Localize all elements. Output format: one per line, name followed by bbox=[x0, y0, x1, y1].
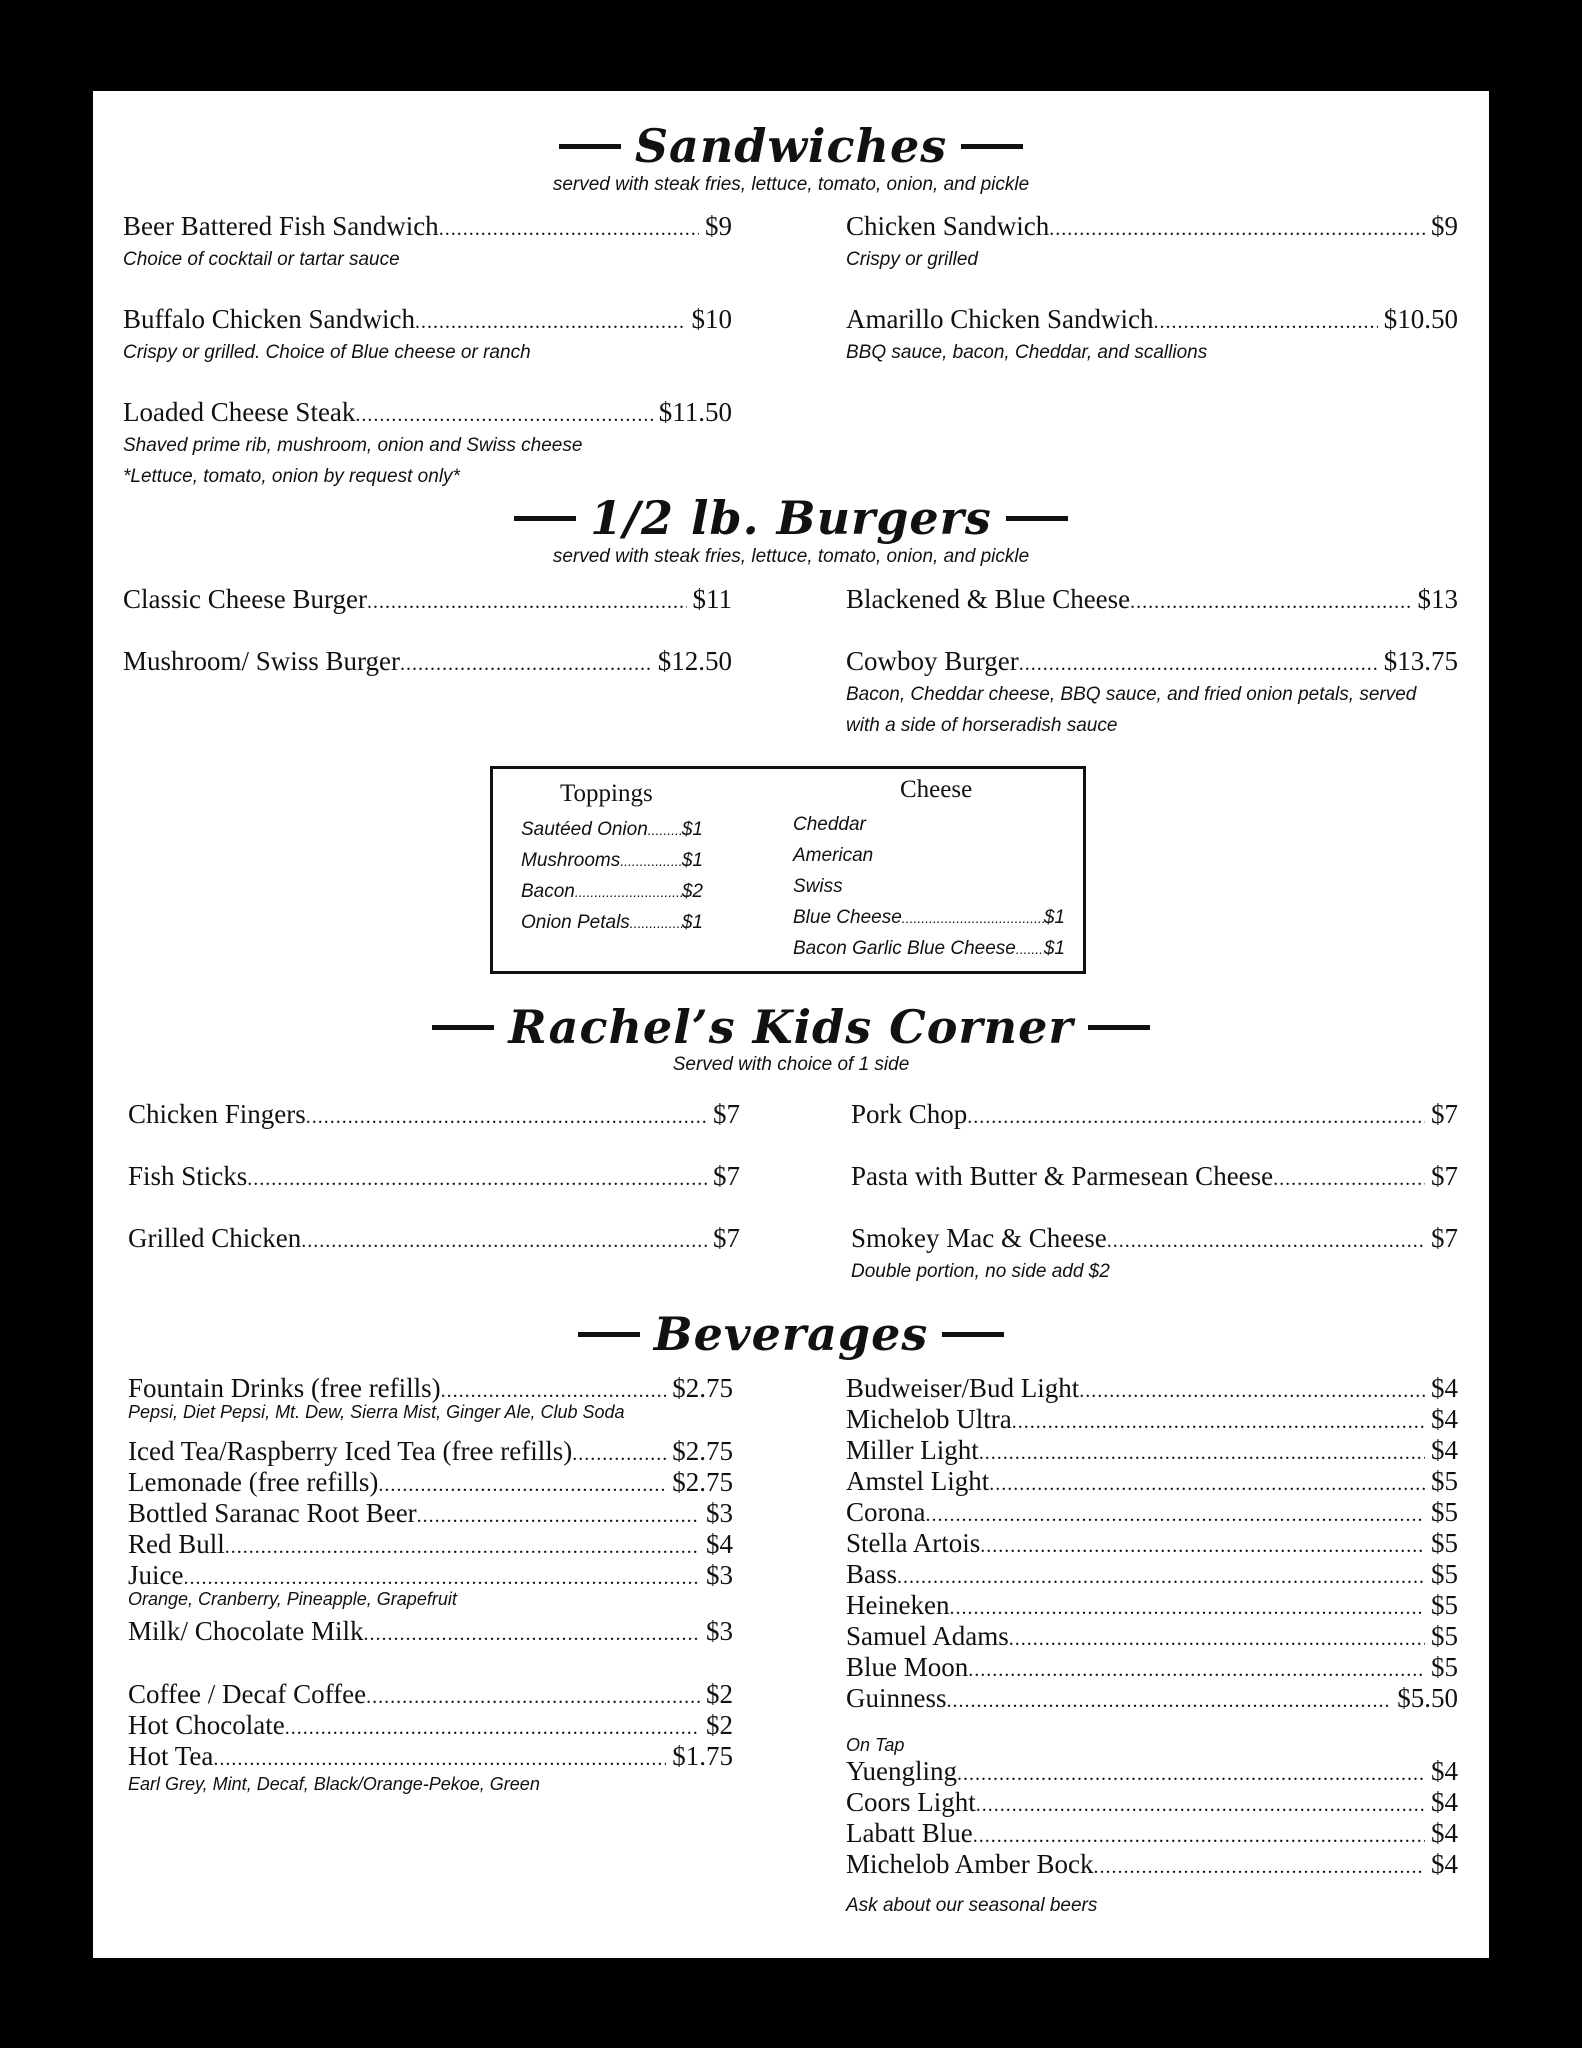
leader-dots bbox=[364, 1619, 701, 1650]
cheese-heading: Cheese bbox=[900, 776, 973, 803]
burgers-subtitle: served with steak fries, lettuce, tomato, onion, and pickle bbox=[552, 546, 1030, 567]
menu-item bbox=[851, 1159, 1458, 1196]
item-price: $4 bbox=[1431, 1756, 1458, 1786]
cheese-item bbox=[793, 875, 843, 899]
sandwiches-subtitle: served with steak fries, lettuce, tomato, onion, and pickle bbox=[552, 174, 1030, 195]
item-name: Swiss bbox=[793, 876, 843, 897]
item-price: $10.50 bbox=[1383, 304, 1458, 334]
item-price: $1 bbox=[1043, 907, 1065, 928]
item-name: Blue Moon bbox=[846, 1652, 969, 1682]
item-price: $9 bbox=[705, 211, 732, 241]
item-description: Orange, Cranberry, Pineapple, Grapefruit bbox=[128, 1589, 457, 1609]
item-price: $1 bbox=[681, 912, 703, 933]
item-name: Michelob Ultra bbox=[846, 1404, 1012, 1434]
leader-dots bbox=[949, 1593, 1425, 1624]
leader-dots bbox=[400, 647, 652, 681]
menu-item bbox=[846, 644, 1458, 681]
menu-item bbox=[128, 1436, 733, 1470]
item-name: Hot Chocolate bbox=[128, 1710, 285, 1740]
leader-dots bbox=[630, 911, 682, 935]
header-rule-left bbox=[432, 1025, 494, 1030]
section-title: 1/2 lb. Burgers bbox=[590, 491, 992, 545]
menu-item bbox=[846, 1621, 1458, 1655]
leader-dots bbox=[902, 906, 1044, 930]
item-name: Chicken Sandwich bbox=[846, 211, 1050, 241]
item-description: with a side of horseradish sauce bbox=[846, 715, 1118, 736]
kids-subtitle: Served with choice of 1 side bbox=[672, 1054, 910, 1075]
leader-dots bbox=[980, 1531, 1425, 1562]
item-price: $5 bbox=[1431, 1466, 1458, 1496]
leader-dots bbox=[415, 305, 686, 339]
menu-item bbox=[846, 1787, 1458, 1821]
item-name: Samuel Adams bbox=[846, 1621, 1009, 1651]
item-price: $5 bbox=[1431, 1497, 1458, 1527]
item-name: Milk/ Chocolate Milk bbox=[128, 1616, 364, 1646]
leader-dots bbox=[378, 1470, 666, 1501]
item-price: $4 bbox=[1431, 1435, 1458, 1465]
cheese-item bbox=[793, 813, 866, 837]
item-name: Bass bbox=[846, 1559, 898, 1589]
item-name: Bacon bbox=[521, 881, 575, 902]
toppings-box bbox=[490, 766, 1086, 974]
item-price: $7 bbox=[713, 1223, 740, 1253]
leader-dots bbox=[1273, 1162, 1425, 1196]
topping-item bbox=[521, 849, 703, 873]
leader-dots bbox=[225, 1532, 700, 1563]
item-price: $7 bbox=[713, 1161, 740, 1191]
item-price: $5.50 bbox=[1397, 1683, 1458, 1713]
item-price: $2 bbox=[706, 1710, 733, 1740]
menu-item bbox=[846, 1683, 1458, 1717]
menu-item bbox=[128, 1616, 733, 1650]
item-description: Shaved prime rib, mushroom, onion and Swiss cheese bbox=[123, 435, 583, 456]
leader-dots bbox=[1016, 937, 1044, 961]
menu-page bbox=[93, 91, 1489, 1958]
topping-item bbox=[521, 880, 703, 904]
item-name: Cheddar bbox=[793, 814, 866, 835]
item-price: $13.75 bbox=[1383, 646, 1458, 676]
leader-dots bbox=[355, 398, 652, 432]
item-price: $11.50 bbox=[658, 397, 732, 427]
topping-item bbox=[521, 911, 703, 935]
item-price: $2.75 bbox=[672, 1467, 733, 1497]
item-price: $7 bbox=[1431, 1099, 1458, 1129]
menu-item bbox=[846, 1528, 1458, 1562]
item-name: Coffee / Decaf Coffee bbox=[128, 1679, 367, 1709]
menu-item bbox=[846, 1404, 1458, 1438]
item-price: $2 bbox=[706, 1679, 733, 1709]
menu-item bbox=[846, 1373, 1458, 1407]
header-rule-left bbox=[578, 1332, 640, 1337]
item-name: Fish Sticks bbox=[128, 1161, 248, 1191]
item-name: Corona bbox=[846, 1497, 926, 1527]
leader-dots bbox=[285, 1713, 700, 1744]
item-price: $11 bbox=[692, 584, 732, 614]
item-description: Bacon, Cheddar cheese, BBQ sauce, and fried onion petals, served bbox=[846, 684, 1417, 705]
item-name: Blue Cheese bbox=[793, 907, 902, 928]
menu-item bbox=[123, 582, 732, 619]
item-name: Chicken Fingers bbox=[128, 1099, 306, 1129]
leader-dots bbox=[648, 818, 682, 842]
menu-item bbox=[128, 1679, 733, 1713]
leader-dots bbox=[979, 1438, 1425, 1469]
menu-item bbox=[123, 644, 732, 681]
sandwiches-header bbox=[93, 117, 1489, 175]
item-price: $4 bbox=[1431, 1849, 1458, 1879]
leader-dots bbox=[367, 585, 687, 619]
item-name: Blackened & Blue Cheese bbox=[846, 584, 1131, 614]
leader-dots bbox=[1130, 585, 1411, 619]
item-price: $4 bbox=[706, 1529, 733, 1559]
leader-dots bbox=[1079, 1376, 1425, 1407]
item-name: Lemonade (free refills) bbox=[128, 1467, 379, 1497]
item-price: $7 bbox=[1431, 1223, 1458, 1253]
item-price: $1.75 bbox=[672, 1741, 733, 1771]
item-name: Mushrooms bbox=[521, 850, 621, 871]
item-name: Yuengling bbox=[846, 1756, 957, 1786]
item-price: $4 bbox=[1431, 1373, 1458, 1403]
menu-item bbox=[846, 1652, 1458, 1686]
item-name: Coors Light bbox=[846, 1787, 976, 1817]
leader-dots bbox=[213, 1744, 666, 1775]
toppings-heading: Toppings bbox=[560, 780, 653, 807]
item-price: $2.75 bbox=[672, 1373, 733, 1403]
menu-item bbox=[851, 1221, 1458, 1258]
item-name: Buffalo Chicken Sandwich bbox=[123, 304, 415, 334]
item-name: Bacon Garlic Blue Cheese bbox=[793, 938, 1016, 959]
cheese-item bbox=[793, 906, 1065, 930]
item-name: Miller Light bbox=[846, 1435, 979, 1465]
item-name: Onion Petals bbox=[521, 912, 630, 933]
menu-item bbox=[128, 1741, 733, 1775]
item-description: Double portion, no side add $2 bbox=[851, 1261, 1110, 1282]
header-rule-right bbox=[1006, 516, 1068, 521]
leader-dots bbox=[1093, 1852, 1425, 1883]
item-name: Budweiser/Bud Light bbox=[846, 1373, 1080, 1403]
item-price: $4 bbox=[1431, 1404, 1458, 1434]
item-price: $3 bbox=[706, 1616, 733, 1646]
item-name: Loaded Cheese Steak bbox=[123, 397, 356, 427]
leader-dots bbox=[247, 1162, 707, 1196]
menu-item bbox=[846, 1590, 1458, 1624]
menu-item bbox=[128, 1498, 733, 1532]
leader-dots bbox=[417, 1501, 700, 1532]
leader-dots bbox=[925, 1500, 1425, 1531]
leader-dots bbox=[976, 1790, 1425, 1821]
item-price: $4 bbox=[1431, 1818, 1458, 1848]
item-name: Amstel Light bbox=[846, 1466, 990, 1496]
leader-dots bbox=[620, 849, 682, 873]
leader-dots bbox=[306, 1100, 707, 1134]
item-description: Crispy or grilled bbox=[846, 249, 978, 270]
item-name: Cowboy Burger bbox=[846, 646, 1019, 676]
item-price: $5 bbox=[1431, 1528, 1458, 1558]
item-name: Classic Cheese Burger bbox=[123, 584, 367, 614]
item-name: Pasta with Butter & Parmesean Cheese bbox=[851, 1161, 1274, 1191]
menu-item bbox=[128, 1710, 733, 1744]
item-price: $1 bbox=[681, 850, 703, 871]
header-rule-right bbox=[1088, 1025, 1150, 1030]
item-name: Grilled Chicken bbox=[128, 1223, 302, 1253]
item-price: $7 bbox=[713, 1099, 740, 1129]
beverages-header bbox=[93, 1305, 1489, 1363]
item-description: Earl Grey, Mint, Decaf, Black/Orange-Pekoe, Green bbox=[128, 1774, 540, 1794]
menu-item bbox=[846, 1818, 1458, 1852]
item-price: $2 bbox=[681, 881, 703, 902]
item-name: Heineken bbox=[846, 1590, 950, 1620]
item-name: Stella Artois bbox=[846, 1528, 981, 1558]
cheese-item bbox=[793, 844, 873, 868]
item-price: $5 bbox=[1431, 1621, 1458, 1651]
leader-dots bbox=[1009, 1624, 1425, 1655]
item-price: $12.50 bbox=[657, 646, 732, 676]
item-name: Red Bull bbox=[128, 1529, 225, 1559]
menu-item bbox=[846, 1497, 1458, 1531]
leader-dots bbox=[1107, 1224, 1425, 1258]
header-rule-left bbox=[514, 516, 576, 521]
burgers-header bbox=[93, 489, 1489, 547]
leader-dots bbox=[575, 880, 682, 904]
item-price: $13 bbox=[1417, 584, 1458, 614]
section-title: Rachel’s Kids Corner bbox=[508, 1000, 1074, 1054]
leader-dots bbox=[947, 1686, 1392, 1717]
item-description: Choice of cocktail or tartar sauce bbox=[123, 249, 400, 270]
leader-dots bbox=[897, 1562, 1425, 1593]
item-name: American bbox=[793, 845, 874, 866]
leader-dots bbox=[1049, 212, 1425, 246]
item-name: Bottled Saranac Root Beer bbox=[128, 1498, 417, 1528]
menu-item bbox=[128, 1221, 740, 1258]
menu-item bbox=[128, 1097, 740, 1134]
item-name: Mushroom/ Swiss Burger bbox=[123, 646, 401, 676]
menu-item bbox=[846, 209, 1458, 246]
item-name: Michelob Amber Bock bbox=[846, 1849, 1094, 1879]
item-description: Crispy or grilled. Choice of Blue cheese or ranch bbox=[123, 342, 531, 363]
leader-dots bbox=[439, 212, 699, 246]
item-name: Labatt Blue bbox=[846, 1818, 973, 1848]
item-price: $2.75 bbox=[672, 1436, 733, 1466]
item-price: $9 bbox=[1431, 211, 1458, 241]
on-tap-label: On Tap bbox=[846, 1735, 905, 1755]
item-name: Sautéed Onion bbox=[521, 819, 648, 840]
item-name: Pork Chop bbox=[851, 1099, 968, 1129]
seasonal-beers-note: Ask about our seasonal beers bbox=[846, 1895, 1098, 1916]
item-price: $7 bbox=[1431, 1161, 1458, 1191]
leader-dots bbox=[968, 1655, 1425, 1686]
section-title: Sandwiches bbox=[634, 119, 948, 173]
item-name: Amarillo Chicken Sandwich bbox=[846, 304, 1154, 334]
menu-item bbox=[846, 1756, 1458, 1790]
menu-item bbox=[846, 582, 1458, 619]
header-rule-right bbox=[961, 144, 1023, 149]
item-price: $4 bbox=[1431, 1787, 1458, 1817]
leader-dots bbox=[989, 1469, 1425, 1500]
menu-item bbox=[128, 1159, 740, 1196]
cheese-item bbox=[793, 937, 1065, 961]
item-price: $5 bbox=[1431, 1652, 1458, 1682]
item-price: $10 bbox=[691, 304, 732, 334]
leader-dots bbox=[366, 1682, 700, 1713]
item-note: *Lettuce, tomato, onion by request only* bbox=[123, 466, 460, 487]
menu-item bbox=[123, 302, 732, 339]
menu-item bbox=[123, 395, 732, 432]
item-price: $5 bbox=[1431, 1559, 1458, 1589]
menu-item bbox=[128, 1467, 733, 1501]
menu-item bbox=[846, 1849, 1458, 1883]
kids-header bbox=[93, 998, 1489, 1056]
header-rule-left bbox=[559, 144, 621, 149]
leader-dots bbox=[572, 1439, 666, 1470]
leader-dots bbox=[1012, 1407, 1425, 1438]
menu-item bbox=[851, 1097, 1458, 1134]
leader-dots bbox=[1153, 305, 1377, 339]
menu-item bbox=[846, 1466, 1458, 1500]
item-name: Smokey Mac & Cheese bbox=[851, 1223, 1107, 1253]
item-description: Pepsi, Diet Pepsi, Mt. Dew, Sierra Mist, Ginger Ale, Club Soda bbox=[128, 1402, 625, 1422]
leader-dots bbox=[973, 1821, 1425, 1852]
menu-item bbox=[846, 302, 1458, 339]
menu-item bbox=[846, 1559, 1458, 1593]
item-price: $1 bbox=[681, 819, 703, 840]
item-name: Iced Tea/Raspberry Iced Tea (free refills) bbox=[128, 1436, 573, 1466]
menu-item bbox=[123, 209, 732, 246]
item-price: $3 bbox=[706, 1560, 733, 1590]
section-title: Beverages bbox=[653, 1307, 929, 1361]
header-rule-right bbox=[942, 1332, 1004, 1337]
item-name: Fountain Drinks (free refills) bbox=[128, 1373, 441, 1403]
item-name: Beer Battered Fish Sandwich bbox=[123, 211, 439, 241]
menu-item bbox=[128, 1529, 733, 1563]
leader-dots bbox=[967, 1100, 1425, 1134]
menu-item bbox=[846, 1435, 1458, 1469]
leader-dots bbox=[1019, 647, 1378, 681]
leader-dots bbox=[301, 1224, 707, 1258]
item-description: BBQ sauce, bacon, Cheddar, and scallions bbox=[846, 342, 1208, 363]
item-name: Hot Tea bbox=[128, 1741, 214, 1771]
item-price: $5 bbox=[1431, 1590, 1458, 1620]
leader-dots bbox=[957, 1759, 1425, 1790]
item-price: $1 bbox=[1043, 938, 1065, 959]
item-price: $3 bbox=[706, 1498, 733, 1528]
item-name: Juice bbox=[128, 1560, 184, 1590]
topping-item bbox=[521, 818, 703, 842]
item-name: Guinness bbox=[846, 1683, 947, 1713]
